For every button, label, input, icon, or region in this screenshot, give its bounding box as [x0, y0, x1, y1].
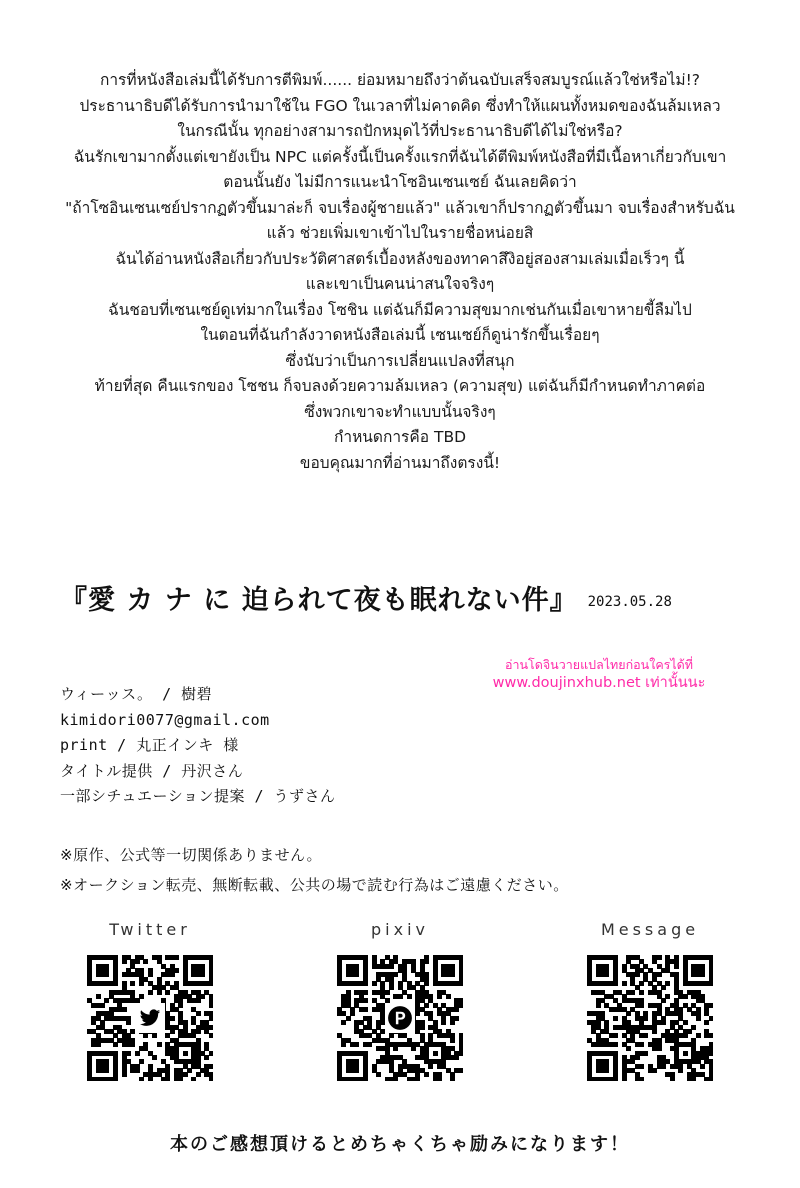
- afterword-line: ฉันชอบที่เซนเซย์ดูเท่มากในเรื่อง โซชิน แต่ฉันก็มีความสุขมากเช่นกันเมื่อเขาหายขี้ลืมไป: [108, 300, 692, 319]
- qr-label-twitter: Twitter: [109, 920, 191, 939]
- publication-date: 2023.05.28: [587, 594, 672, 610]
- qr-block-twitter[interactable]: [50, 920, 250, 1081]
- afterword-line: ท้ายที่สุด คืนแรกของ โซชน ก็จบลงด้วยความล้มเหลว (ความสุข) แต่ฉันก็มีกำหนดทำภาคต่อ: [94, 377, 706, 395]
- note-line: ※原作、公式等一切関係ありません。: [60, 846, 322, 864]
- qr-label-pixiv: pixiv: [371, 920, 429, 939]
- afterword-line: ในกรณีนั้น ทุกอย่างสามารถปักหมุดไว้ที่ประธานาธิบดีได้ไม่ใช่หรือ?: [177, 122, 623, 140]
- qr-code-section: [50, 920, 750, 1081]
- twitter-bird-icon: [135, 1003, 165, 1033]
- afterword-line: แล้ว ช่วยเพิ่มเขาเข้าไปในรายชื่อหน่อยสิ: [266, 224, 534, 242]
- credit-title-provider: タイトル提供 / 丹沢さん: [60, 761, 244, 780]
- afterword-line: "ถ้าโซอินเซนเซย์ปรากฏตัวขึ้นมาล่ะก็ จบเรื่องผู้ชายแล้ว" แล้วเขาก็ปรากฏตัวขึ้นมา จบเรื่องสำหรับฉัน: [65, 198, 735, 217]
- afterword-line: ขอบคุณมากที่อ่านมาถึงตรงนี้!: [299, 453, 501, 472]
- afterword-line: ตอนนั้นยัง ไม่มีการแนะนำโซอินเซนเซย์ ฉันเลยคิดว่า: [223, 173, 577, 191]
- qr-code-message[interactable]: [587, 955, 713, 1081]
- afterword-line: กำหนดการคือ TBD: [333, 428, 467, 446]
- afterword-line: ฉันได้อ่านหนังสือเกี่ยวกับประวัติศาสตร์เบื้องหลังของทาคาสึงิอยู่สองสามเล่มเมื่อเร็วๆ นี้: [115, 249, 685, 268]
- qr-code-pixiv[interactable]: [337, 955, 463, 1081]
- work-title-row: [60, 578, 760, 617]
- afterword-line: ซึ่งพวกเขาจะทำแบบนั้นจริงๆ: [304, 402, 496, 421]
- credit-situation-suggestion: 一部シチュエーション提案 / うずさん: [60, 787, 336, 805]
- afterword-text: [0, 68, 800, 476]
- note-line: ※オークション転売、無断転載、公共の場で読む行為はご遠慮ください。: [60, 876, 569, 894]
- credit-email: kimidori0077@gmail.com: [60, 710, 270, 729]
- credits-block: [60, 682, 580, 810]
- afterword-line: ประธานาธิบดีได้รับการนำมาใช้ใน FGO ในเวลาที่ไม่คาดคิด ซึ่งทำให้แผนทั้งหมดของฉันล้มเหลว: [79, 96, 721, 115]
- footer-message: 本のご感想頂けるとめちゃくちゃ励みになります！: [170, 1134, 630, 1155]
- credit-author: ウィーッス。 / 樹碧: [60, 685, 213, 703]
- afterword-line: การที่หนังสือเล่มนี้ได้รับการตีพิมพ์...... ย่อมหมายถึงว่าต้นฉบับเสร็จสมบูรณ์แล้วใช่หรือไม่!?: [99, 71, 701, 89]
- afterword-line: ฉันรักเขามากตั้งแต่เขายังเป็น NPC แต่ครั้งนี้เป็นครั้งแรกที่ฉันได้ตีพิมพ์หนังสือที่มีเนื้อหาเกี่ยวกับเขา: [73, 147, 727, 166]
- afterword-line: ในตอนที่ฉันกำลังวาดหนังสือเล่มนี้ เซนเซย์ก็ดูน่ารักขึ้นเรื่อยๆ: [200, 326, 600, 344]
- qr-label-message: Message: [600, 920, 700, 939]
- work-title: 『愛 カ ナ に 迫られて夜も眠れない件』: [60, 585, 578, 616]
- qr-block-message[interactable]: [550, 920, 750, 1081]
- qr-code-twitter[interactable]: [87, 955, 213, 1081]
- pixiv-p-icon: [385, 1003, 415, 1033]
- credit-print: print / 丸正インキ 様: [60, 736, 239, 754]
- watermark-line-2: www.doujinxhub.net เท่านั้นนะ: [492, 675, 706, 691]
- qr-block-pixiv[interactable]: [300, 920, 500, 1081]
- afterword-line: และเขาเป็นคนน่าสนใจจริงๆ: [305, 275, 495, 293]
- watermark-line-1: อ่านโดจินวายแปลไทยก่อนใครได้ที่: [504, 657, 694, 672]
- disclaimer-notes: [60, 840, 740, 900]
- afterword-line: ซึ่งนับว่าเป็นการเปลี่ยนแปลงที่สนุก: [285, 351, 515, 370]
